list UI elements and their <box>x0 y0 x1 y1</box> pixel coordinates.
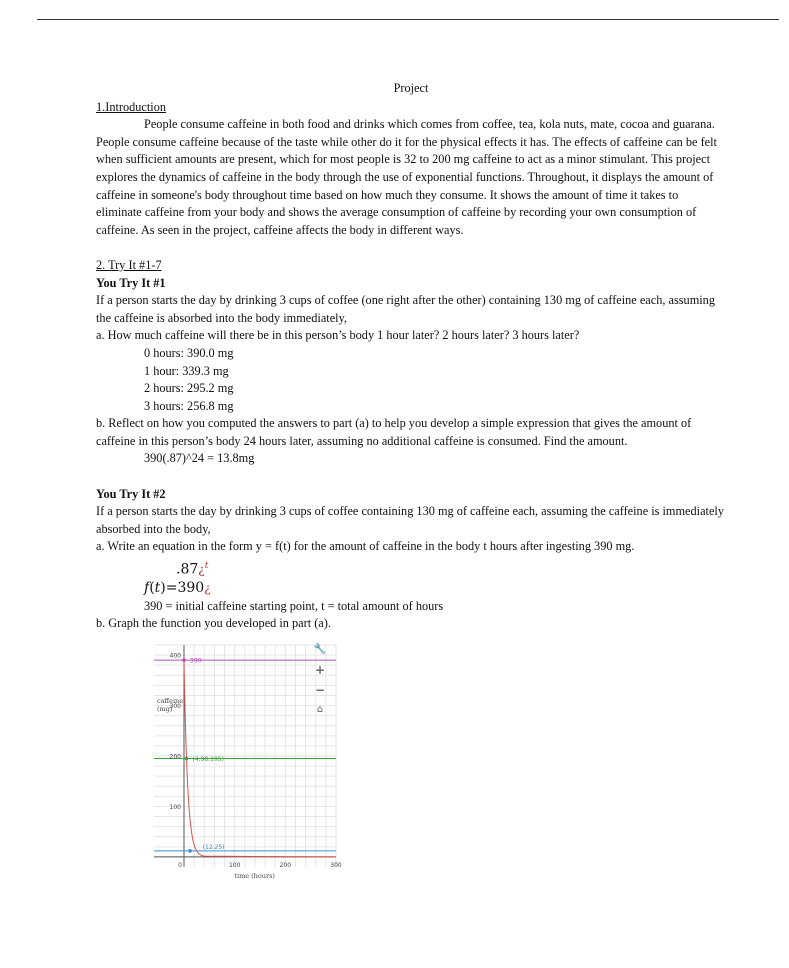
tryit-1-answer-b: 390(.87)^24 = 13.8mg <box>144 451 255 466</box>
page-title: Project <box>393 81 429 95</box>
x-axis-label: time (hours) <box>234 871 275 880</box>
equation-var: t <box>154 579 161 596</box>
intro-paragraph: People consume caffeine in both food and drinks which comes from coffee, tea, kola nuts, mate, cocoa and guarana. People consume caffeine because of the taste while other do it for the physical effects it has. The effects of caffeine can be felt when sufficient amounts are present, which for most people is 32 to 200 mg caffeine to act as a minor stimulant. This project explores the dynamics of caffeine in the body through the use of exponential functions. Throughout, it displays the amount of caffeine in someone's body throughout time based on how much they consume. It shows the amount of time it takes to eliminate caffeine from your body and shows the average consumption of caffeine by recording your own consumption of caffeine. As seen in the project, caffeine affects the body in different ways. <box>96 117 717 237</box>
equation-explanation: 390 = initial caffeine starting point, t = total amount of hours <box>144 598 444 613</box>
equation-bottom: f(t)=390¿ <box>144 579 211 596</box>
annotation-point <box>182 658 186 662</box>
x-tick-label: 100 <box>228 861 241 869</box>
header-rule <box>37 19 779 20</box>
zoom-out-icon[interactable]: − <box>314 682 326 697</box>
answer-line: 0 hours: 390.0 mg <box>144 345 234 360</box>
annotation-label: (12.25) <box>202 843 225 851</box>
y-axis-label: caffeine (mg) <box>157 696 184 713</box>
answer-line: 1 hour: 339.3 mg <box>144 363 229 378</box>
y-tick-label: 100 <box>169 803 181 811</box>
equation-top <box>176 558 726 578</box>
x-tick-label: 300 <box>330 861 342 869</box>
tryit-2-prompt: If a person starts the day by drinking 3 cups of coffee containing 130 mg of caffeine each, assuming the caffeine is immediately absorbed into the body, <box>96 504 724 536</box>
y-tick-label: 400 <box>169 652 181 660</box>
intro-heading: 1.Introduction <box>96 99 167 114</box>
tryit-2-question-a: a. Write an equation in the form y = f(t) for the amount of caffeine in the body t hours after ingesting 390 mg. <box>96 539 635 554</box>
tryit-1-answers <box>144 345 726 415</box>
equation-lhs: f <box>144 579 150 596</box>
x-tick-label: 0 <box>178 861 182 869</box>
equation-exponent: t <box>204 561 209 572</box>
document-body <box>96 80 726 880</box>
equation-glyph: ¿ <box>198 562 205 577</box>
tryit-2-question-b: b. Graph the function you developed in part (a). <box>96 616 331 631</box>
answer-line: 3 hours: 256.8 mg <box>144 398 234 413</box>
home-icon[interactable]: ⌂ <box>316 703 324 715</box>
caffeine-graph <box>154 641 342 880</box>
equation-base: .87 <box>176 561 199 578</box>
equation-glyph-2: ¿ <box>204 580 211 595</box>
tryit-1-question-a: a. How much caffeine will there be in this person’s body 1 hour later? 2 hours later? 3 hours later? <box>96 328 580 343</box>
equation-block <box>144 558 726 598</box>
tryit-1-question-b: b. Reflect on how you computed the answers to part (a) to help you develop a simple expression that gives the amount of caffeine in this person’s body 24 hours later, assuming no additional caffeine is consumed. Find the amount. <box>96 416 692 448</box>
zoom-in-icon[interactable]: + <box>314 662 326 677</box>
annotation-label: 390 <box>190 657 202 665</box>
annotation-point <box>185 757 189 761</box>
equation-rhs: =390 <box>165 579 205 596</box>
tryit-1-label: You Try It #1 <box>96 275 166 290</box>
x-tick-label: 200 <box>279 861 292 869</box>
wrench-icon[interactable]: 🔧 <box>313 643 327 655</box>
annotation-point <box>188 849 192 853</box>
tryit-heading: 2. Try It #1-7 <box>96 257 162 272</box>
tryit-2-label: You Try It #2 <box>96 486 166 501</box>
y-tick-label: 300 <box>169 702 181 710</box>
tryit-1-prompt: If a person starts the day by drinking 3 cups of coffee (one right after the other) containing 130 mg of caffeine each, assuming the caffeine is absorbed into the body immediately, <box>96 293 715 325</box>
answer-line: 2 hours: 295.2 mg <box>144 381 234 396</box>
annotation-label: (4.98,195) <box>192 755 224 763</box>
y-tick-label: 200 <box>169 753 181 761</box>
